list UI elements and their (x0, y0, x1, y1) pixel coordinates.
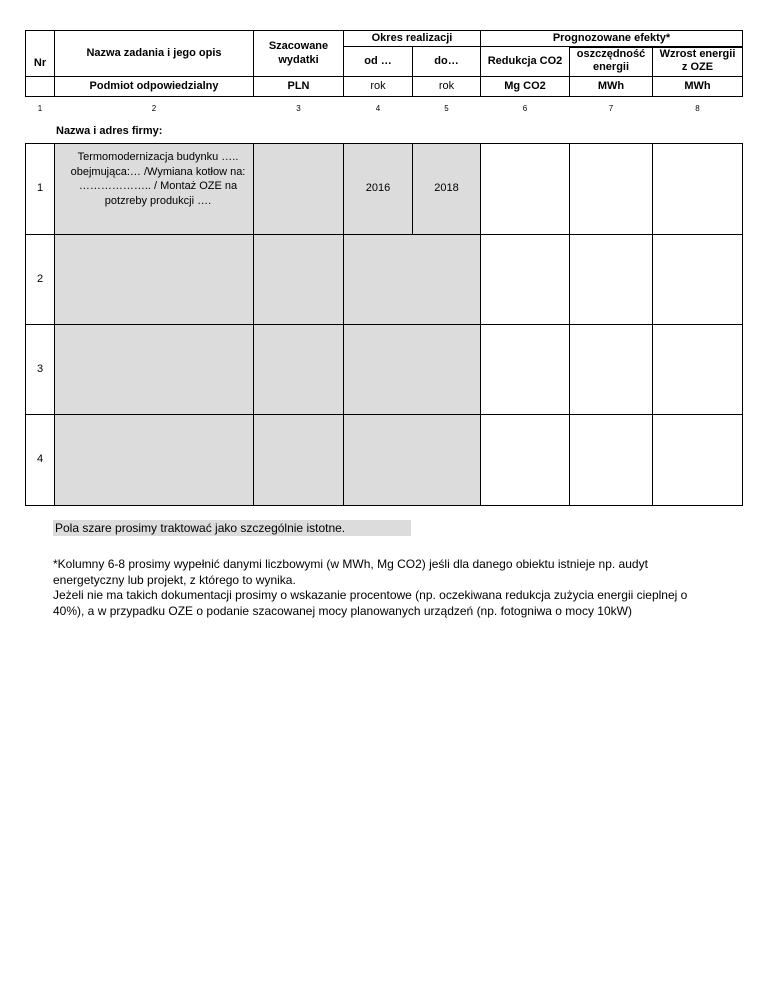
column-number: 6 (522, 103, 528, 113)
header-oze (652, 46, 743, 76)
row-description-line: potzreby produkcji …. (104, 194, 212, 207)
row-description-line: obejmująca:… /Wymiana kotłow na: (70, 165, 246, 178)
row-description-line: Termomodernizacja budynku ….. (77, 151, 239, 163)
column-number: 2 (151, 103, 157, 113)
footnote-line: *Kolumny 6-8 prosimy wypełnić danymi liczbowymi (w MWh, Mg CO2) jeśli dla danego obiektu istnieje np. audyt (53, 557, 648, 571)
header-effects: Prognozowane efekty* (552, 32, 671, 45)
header-oze-line1: Wzrost energii (659, 48, 736, 61)
footnote-line: Jeżeli nie ma takich dokumentacji prosimy o wskazanie procentowe (np. oczekiwana redukcja zużycia energii cieplnej o (53, 588, 688, 603)
column-number: 4 (375, 103, 381, 113)
column-number: 7 (608, 103, 614, 113)
table-row-nr: 1 (36, 182, 44, 195)
table-row-nr: 3 (36, 362, 44, 375)
header-saving-line2: energii (592, 61, 630, 73)
gray-fields-legend: Pola szare prosimy traktować jako szczególnie istotne. (53, 520, 411, 536)
header-period: Okres realizacji (371, 32, 453, 45)
header-costs-line2: wydatki (278, 54, 319, 66)
column-number: 3 (296, 103, 301, 113)
row-from-year: 2016 (365, 182, 391, 195)
table-row-nr: 2 (36, 272, 44, 285)
header-costs-unit: PLN (287, 80, 310, 93)
header-responsible: Podmiot odpowiedzialny (89, 80, 219, 93)
header-co2-unit: Mg CO2 (504, 80, 546, 93)
header-from-unit: rok (370, 80, 386, 93)
footnote-line: 40%), a w przypadku OZE o podanie szacowanej mocy planowanych urządzeń (np. fotogniwa o mocy 10kW) (53, 603, 632, 618)
footnote (53, 557, 753, 619)
header-oze-unit: MWh (684, 80, 711, 93)
header-to-unit: rok (438, 80, 455, 93)
company-label: Nazwa i adres firmy: (56, 125, 163, 137)
header-costs (253, 30, 344, 76)
table-row-nr: 4 (36, 453, 44, 466)
column-number: 8 (695, 103, 700, 113)
header-saving (569, 46, 653, 76)
column-number: 1 (37, 103, 43, 113)
row-to-year: 2018 (434, 182, 459, 195)
column-number: 5 (444, 103, 449, 113)
header-nr: Nr (33, 56, 47, 69)
footnote-line: energetyczny lub projekt, z którego to wynika. (53, 572, 296, 587)
row-description (54, 150, 262, 208)
header-saving-line1: oszczędność (576, 48, 646, 61)
row-description-line: ……………….. / Montaż OZE na (78, 180, 238, 193)
header-from: od … (364, 55, 392, 68)
header-saving-unit: MWh (597, 80, 625, 93)
header-co2: Redukcja CO2 (487, 55, 563, 68)
header-task-name: Nazwa zadania i jego opis (86, 46, 222, 59)
header-costs-line1: Szacowane (268, 39, 329, 52)
header-to: do… (434, 55, 459, 68)
header-oze-line2: z OZE (681, 61, 714, 73)
